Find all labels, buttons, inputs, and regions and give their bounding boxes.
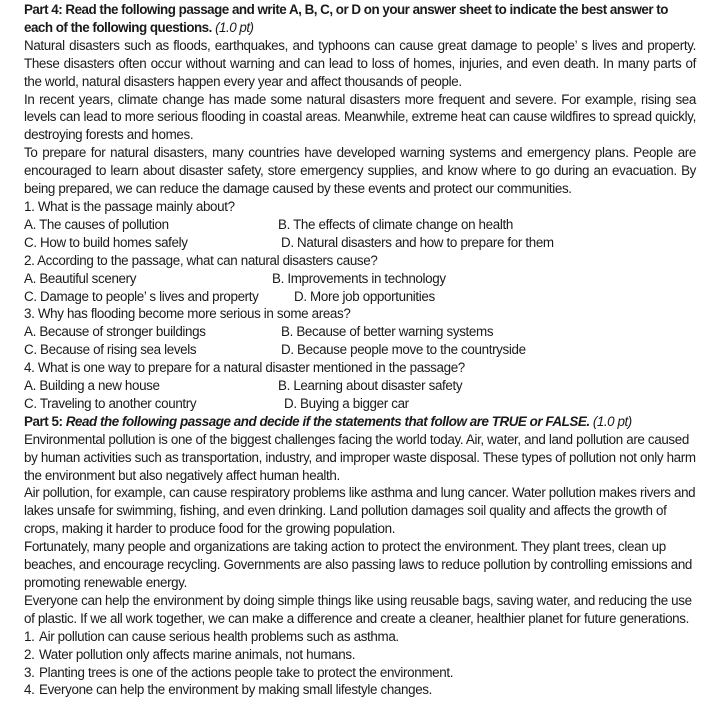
part4-paragraph-1: Natural disasters such as floods, earthquakes, and typhoons can cause great damage to people’ s lives and property. These disasters often occur without warning and can lead to loss of homes, injuries, and even death. In many parts of the world, natural disasters happen every year and affect thousands of people. [24, 37, 696, 89]
question-text: 2. According to the passage, what can natural disasters cause? [24, 252, 378, 268]
statement-number: 3. [24, 664, 35, 680]
option-d: D. Because people move to the countryside [281, 342, 526, 358]
option-b: B. The effects of climate change on health [278, 216, 513, 232]
options-row-ab [24, 377, 696, 395]
part5-paragraph-3: Fortunately, many people and organizations are taking action to protect the environment. They plant trees, clean up beaches, and encourage recycling. Governments are also passing laws to reduce pollution by controlling emissions and promoting renewable energy. [24, 539, 693, 590]
part4-heading [24, 1, 696, 37]
part4-paragraph-2: In recent years, climate change has made some natural disasters more frequent and severe. For example, rising sea levels can lead to more serious flooding in coastal areas. Meanwhile, extreme heat can cause wildfires to spread quickly, destroying forests and homes. [24, 91, 696, 143]
option-b: B. Because of better warning systems [281, 324, 494, 340]
part5-paragraph-1: Environmental pollution is one of the biggest challenges facing the world today. Air, water, and land pollution are caused by human activities such as transportation, industry, and improper waste disposal. These types of pollution not only harm the environment but also negatively affect human health. [24, 431, 696, 483]
option-d: D. Buying a bigger car [284, 395, 409, 411]
question-1 [24, 198, 696, 252]
question-text: 3. Why has flooding become more serious in some areas? [24, 306, 351, 322]
option-a: A. The causes of pollution [24, 216, 169, 232]
statement-3 [24, 664, 696, 682]
option-b: B. Improvements in technology [272, 270, 446, 286]
question-text: 4. What is one way to prepare for a natural disaster mentioned in the passage? [24, 360, 465, 376]
options-row-ab [24, 270, 696, 288]
part4-points: (1.0 pt) [215, 19, 254, 35]
statement-text: Everyone can help the environment by making small lifestyle changes. [39, 682, 433, 698]
option-a: A. Because of stronger buildings [24, 324, 206, 340]
statement-number: 4. [24, 682, 35, 698]
question-text: 1. What is the passage mainly about? [24, 198, 235, 214]
statement-4 [24, 681, 696, 699]
part4-title: Part 4: Read the following passage and write A, B, C, or D on your answer sheet to indicate the best answer to each of the following questions. [24, 2, 668, 35]
options-row-cd [24, 341, 696, 359]
option-d: D. Natural disasters and how to prepare for them [281, 234, 554, 250]
statement-number: 2. [24, 646, 35, 662]
question-3 [24, 305, 696, 359]
options-row-cd [24, 234, 696, 252]
part4-paragraph-3: To prepare for natural disasters, many countries have developed warning systems and emergency plans. People are encouraged to learn about disaster safety, store emergency supplies, and know where to go during an evacuation. By being prepared, we can reduce the damage caused by these events and protect our communities. [24, 145, 696, 197]
statement-1 [24, 628, 696, 646]
option-c: C. Damage to people’ s lives and property [24, 288, 259, 304]
statement-text: Water pollution only affects marine animals, not humans. [39, 646, 356, 662]
part5-label: Part 5: [24, 413, 63, 429]
question-2 [24, 252, 696, 306]
part5-paragraph-4: Everyone can help the environment by doing simple things like using reusable bags, saving water, and reducing the use of plastic. If we all work together, we can make a difference and create a cleaner, healthier planet for future generations. [24, 592, 692, 626]
option-d: D. More job opportunities [294, 288, 435, 304]
option-c: C. Traveling to another country [24, 395, 197, 411]
question-4 [24, 359, 696, 413]
option-a: A. Beautiful scenery [24, 270, 137, 286]
part5-paragraph-2: Air pollution, for example, can cause respiratory problems like asthma and lung cancer. Water pollution makes rivers and lakes unsafe for swimming, fishing, and even drinking. Land pollution damages soil quality and affects the growth of crops, making it harder to produce food for the growing population. [24, 485, 696, 537]
option-a: A. Building a new house [24, 378, 160, 394]
part5-instruction: Read the following passage and decide if the statements that follow are TRUE or FALSE. [65, 413, 590, 429]
statement-number: 1. [24, 628, 35, 644]
option-b: B. Learning about disaster safety [278, 378, 463, 394]
statement-text: Planting trees is one of the actions people take to protect the environment. [39, 664, 454, 680]
statement-text: Air pollution can cause serious health problems such as asthma. [39, 628, 399, 644]
option-c: C. How to build homes safely [24, 234, 188, 250]
statement-2 [24, 646, 696, 664]
options-row-cd [24, 288, 696, 306]
options-row-ab [24, 216, 696, 234]
options-row-cd [24, 395, 696, 413]
options-row-ab [24, 323, 696, 341]
statements-list [24, 628, 696, 700]
part5-heading [24, 413, 696, 431]
option-c: C. Because of rising sea levels [24, 342, 197, 358]
part5-points: (1.0 pt) [592, 413, 632, 429]
